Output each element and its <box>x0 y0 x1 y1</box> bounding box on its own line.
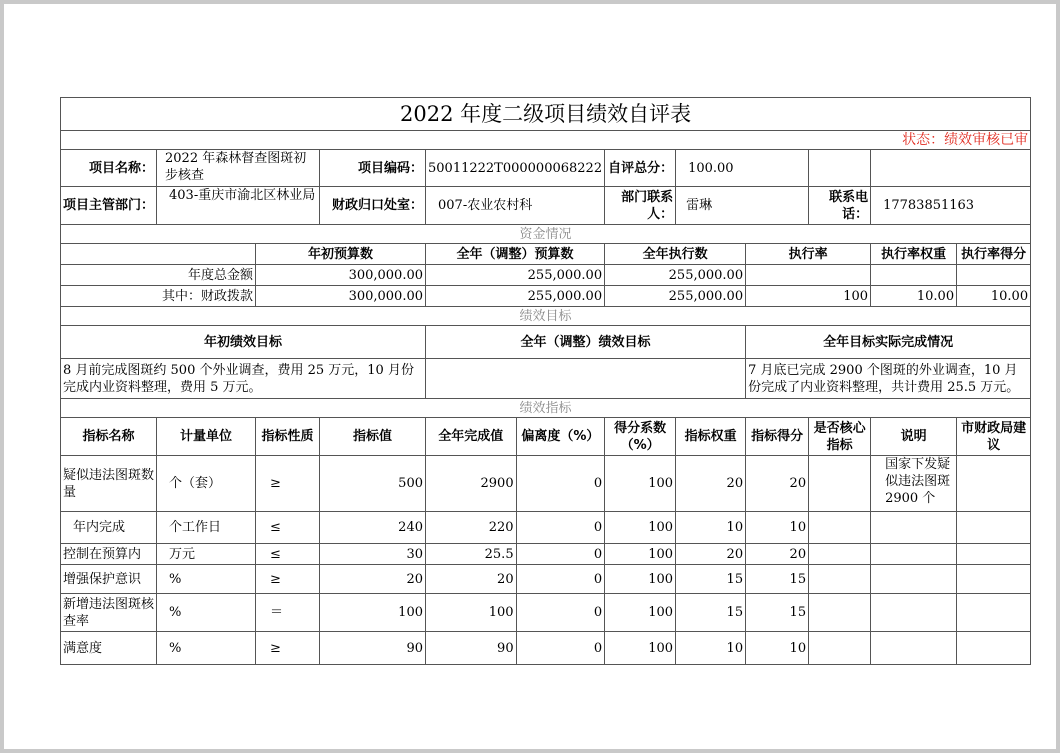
indicator-deviation: 0 <box>516 565 605 594</box>
indicator-deviation: 0 <box>516 544 605 565</box>
funds-row-label: 年度总金额 <box>61 265 256 286</box>
goals-header: 全年目标实际完成情况 <box>746 326 1031 359</box>
indicator-coefficient: 100 <box>605 544 676 565</box>
table-row <box>61 632 1031 665</box>
indicator-deviation: 0 <box>516 632 605 665</box>
indicator-note <box>871 565 957 594</box>
page-title: 2022 年度二级项目绩效自评表 <box>61 98 1031 131</box>
indicator-nature: ≥ <box>256 632 320 665</box>
indicator-nature: ＝ <box>256 594 320 632</box>
indicator-score: 15 <box>746 594 809 632</box>
indicator-score: 20 <box>746 544 809 565</box>
table-row <box>61 565 1031 594</box>
funds-header: 执行率权重 <box>871 244 957 265</box>
funds-row <box>61 286 1031 307</box>
funds-weight <box>871 265 957 286</box>
dept-value: 403-重庆市渝北区林业局 <box>157 187 320 225</box>
funds-initial: 300,000.00 <box>256 265 426 286</box>
indicator-core <box>809 456 871 512</box>
indicator-deviation: 0 <box>516 512 605 544</box>
indicator-note <box>871 512 957 544</box>
indicator-weight: 10 <box>676 632 746 665</box>
funds-weight: 10.00 <box>871 286 957 307</box>
funds-header: 年初预算数 <box>256 244 426 265</box>
indicator-advice <box>957 544 1031 565</box>
indicators-header: 指标值 <box>320 418 426 456</box>
funds-rate: 100 <box>746 286 871 307</box>
indicators-header: 得分系数（%） <box>605 418 676 456</box>
empty-cell <box>61 244 256 265</box>
indicator-coefficient: 100 <box>605 512 676 544</box>
indicator-target: 20 <box>320 565 426 594</box>
table-row <box>61 544 1031 565</box>
indicators-header: 计量单位 <box>157 418 256 456</box>
indicator-target: 30 <box>320 544 426 565</box>
indicators-header: 指标权重 <box>676 418 746 456</box>
indicator-name: 控制在预算内 <box>61 544 157 565</box>
project-name-label: 项目名称： <box>61 150 157 187</box>
indicator-core <box>809 512 871 544</box>
indicator-target: 100 <box>320 594 426 632</box>
indicator-core <box>809 544 871 565</box>
funds-adjusted: 255,000.00 <box>426 265 605 286</box>
funds-section-title: 资金情况 <box>61 225 1031 244</box>
contact-value: 雷琳 <box>676 187 809 225</box>
indicator-name: 疑似违法图斑数量 <box>61 456 157 512</box>
indicator-score: 20 <box>746 456 809 512</box>
table-row <box>61 456 1031 512</box>
indicator-note <box>871 594 957 632</box>
indicators-header: 是否核心指标 <box>809 418 871 456</box>
indicator-name: 新增违法图斑核查率 <box>61 594 157 632</box>
indicators-header: 全年完成值 <box>426 418 517 456</box>
goals-initial-text: 8 月前完成图斑约 500 个外业调查，费用 25 万元，10 月份完成内业资料整理，费用 5 万元。 <box>61 359 426 399</box>
indicator-coefficient: 100 <box>605 594 676 632</box>
funds-row <box>61 265 1031 286</box>
indicator-weight: 15 <box>676 594 746 632</box>
indicator-actual: 100 <box>426 594 517 632</box>
evaluation-table <box>60 97 1031 665</box>
indicator-unit: 个工作日 <box>157 512 256 544</box>
indicator-deviation: 0 <box>516 594 605 632</box>
funds-header: 全年执行数 <box>605 244 746 265</box>
funds-row-label: 其中：财政拨款 <box>61 286 256 307</box>
indicators-header: 偏离度（%） <box>516 418 605 456</box>
score-value: 100.00 <box>676 150 809 187</box>
indicator-score: 10 <box>746 512 809 544</box>
indicator-unit: % <box>157 565 256 594</box>
phone-label: 联系电话： <box>809 187 871 225</box>
indicator-coefficient: 100 <box>605 456 676 512</box>
indicator-actual: 20 <box>426 565 517 594</box>
finance-value: 007-农业农村科 <box>426 187 605 225</box>
indicator-unit: % <box>157 594 256 632</box>
indicator-unit: 万元 <box>157 544 256 565</box>
goals-section-title: 绩效目标 <box>61 307 1031 326</box>
indicator-nature: ≤ <box>256 544 320 565</box>
indicator-nature: ≤ <box>256 512 320 544</box>
indicator-unit: 个（套） <box>157 456 256 512</box>
indicator-advice <box>957 632 1031 665</box>
indicators-header: 市财政局建议 <box>957 418 1031 456</box>
table-row <box>61 594 1031 632</box>
indicator-score: 10 <box>746 632 809 665</box>
indicator-actual: 90 <box>426 632 517 665</box>
funds-executed: 255,000.00 <box>605 286 746 307</box>
indicators-header: 指标得分 <box>746 418 809 456</box>
indicator-note <box>871 544 957 565</box>
indicator-name: 年内完成 <box>61 512 157 544</box>
project-name-value: 2022 年森林督查图斑初步核查 <box>157 150 320 187</box>
indicator-advice <box>957 594 1031 632</box>
contact-label: 部门联系人： <box>605 187 676 225</box>
funds-header: 执行率 <box>746 244 871 265</box>
funds-score: 10.00 <box>957 286 1031 307</box>
indicator-coefficient: 100 <box>605 565 676 594</box>
funds-header: 全年（调整）预算数 <box>426 244 605 265</box>
indicator-note: 国家下发疑似违法图斑 2900 个 <box>871 456 957 512</box>
funds-initial: 300,000.00 <box>256 286 426 307</box>
status-badge: 状态：绩效审核已审 <box>61 131 1031 150</box>
indicator-name: 满意度 <box>61 632 157 665</box>
goals-actual-text: 7 月底已完成 2900 个图斑的外业调查，10 月份完成了内业资料整理，共计费用 25.5 万元。 <box>746 359 1031 399</box>
funds-executed: 255,000.00 <box>605 265 746 286</box>
indicator-actual: 2900 <box>426 456 517 512</box>
indicators-header: 指标名称 <box>61 418 157 456</box>
indicator-actual: 25.5 <box>426 544 517 565</box>
indicator-weight: 10 <box>676 512 746 544</box>
indicator-weight: 20 <box>676 456 746 512</box>
indicator-name: 增强保护意识 <box>61 565 157 594</box>
indicator-weight: 20 <box>676 544 746 565</box>
finance-label: 财政归口处室： <box>320 187 426 225</box>
phone-value: 17783851163 <box>871 187 1031 225</box>
indicator-advice <box>957 512 1031 544</box>
funds-adjusted: 255,000.00 <box>426 286 605 307</box>
indicator-note <box>871 632 957 665</box>
goals-header: 全年（调整）绩效目标 <box>426 326 746 359</box>
funds-score <box>957 265 1031 286</box>
funds-header: 执行率得分 <box>957 244 1031 265</box>
empty-cell <box>809 150 871 187</box>
indicator-target: 500 <box>320 456 426 512</box>
indicator-nature: ≥ <box>256 565 320 594</box>
indicator-nature: ≥ <box>256 456 320 512</box>
indicator-target: 90 <box>320 632 426 665</box>
indicators-section-title: 绩效指标 <box>61 399 1031 418</box>
indicator-coefficient: 100 <box>605 632 676 665</box>
funds-rate <box>746 265 871 286</box>
indicator-advice <box>957 565 1031 594</box>
indicators-header: 指标性质 <box>256 418 320 456</box>
indicator-target: 240 <box>320 512 426 544</box>
indicator-score: 15 <box>746 565 809 594</box>
indicator-actual: 220 <box>426 512 517 544</box>
goals-adjusted-text <box>426 359 746 399</box>
empty-cell <box>871 150 1031 187</box>
document-page <box>4 4 1056 749</box>
indicator-core <box>809 594 871 632</box>
indicator-core <box>809 632 871 665</box>
indicator-advice <box>957 456 1031 512</box>
dept-label: 项目主管部门： <box>61 187 157 225</box>
table-row <box>61 512 1031 544</box>
indicator-weight: 15 <box>676 565 746 594</box>
indicator-unit: % <box>157 632 256 665</box>
project-code-label: 项目编码： <box>320 150 426 187</box>
score-label: 自评总分： <box>605 150 676 187</box>
indicators-header: 说明 <box>871 418 957 456</box>
goals-header: 年初绩效目标 <box>61 326 426 359</box>
project-code-value: 50011222T000000068222 <box>426 150 605 187</box>
indicator-deviation: 0 <box>516 456 605 512</box>
indicator-core <box>809 565 871 594</box>
